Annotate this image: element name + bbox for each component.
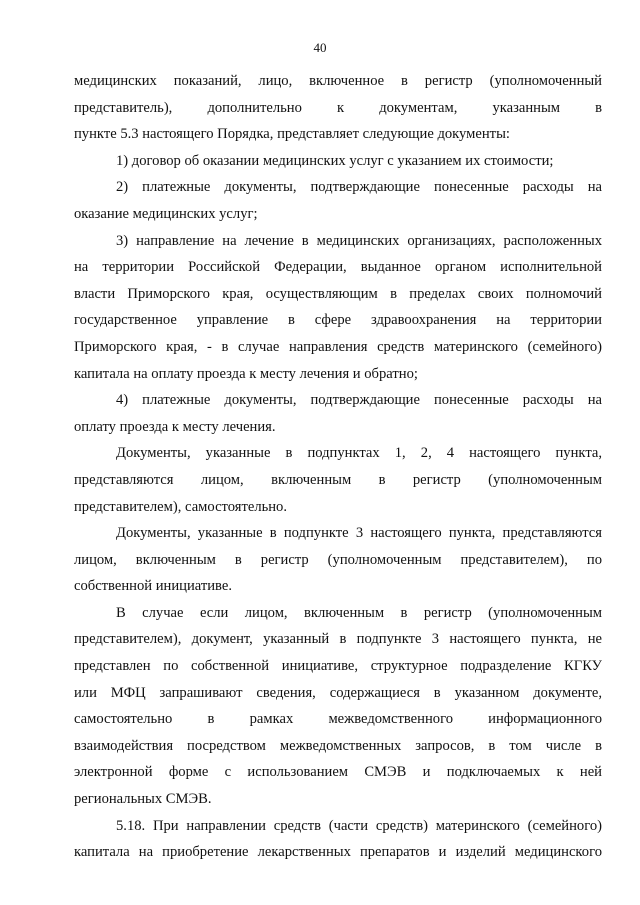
text-line: представлен по собственной инициативе, структурное подразделение КГКУ <box>74 658 602 675</box>
document-body <box>74 68 602 866</box>
text-line: медицинских показаний, лицо, включенное в регистр (уполномоченный <box>74 73 602 89</box>
text-line: Приморского края, - в случае направления средств материнского (семейного) <box>74 338 602 355</box>
text-line: лицом, включенным в регистр (уполномоченным представителем), по <box>74 551 602 568</box>
text-line: 4) платежные документы, подтверждающие понесенные расходы на <box>116 392 602 409</box>
text-line: государственное управление в сфере здравоохранения на территории <box>74 312 602 329</box>
text-line: В случае если лицом, включенным в регистр (уполномоченным <box>116 604 602 621</box>
text-line: представителем), документ, указанный в подпункте 3 настоящего пункта, не <box>74 631 602 648</box>
text-line: капитала на оплату проезда к месту лечения и обратно; <box>74 365 418 382</box>
text-line: оплату проезда к месту лечения. <box>74 418 276 435</box>
text-line: представителем), самостоятельно. <box>74 498 288 515</box>
text-line: 2) платежные документы, подтверждающие понесенные расходы на <box>116 179 602 196</box>
text-line: взаимодействия посредством межведомственных запросов, в том числе в <box>74 737 602 754</box>
text-line: 3) направление на лечение в медицинских организациях, расположенных <box>116 232 602 249</box>
text-line: Документы, указанные в подпунктах 1, 2, 4 настоящего пункта, <box>116 445 602 462</box>
text-line: на территории Российской Федерации, выданное органом исполнительной <box>74 259 602 276</box>
text-line: или МФЦ запрашивают сведения, содержащиеся в указанном документе, <box>74 684 602 701</box>
text-line: самостоятельно в рамках межведомственного информационного <box>74 711 602 728</box>
text-line: власти Приморского края, осуществляющим в пределах своих полномочий <box>74 285 602 302</box>
text-line: 5.18. При направлении средств (части средств) материнского (семейного) <box>116 817 602 834</box>
text-line: 1) договор об оказании медицинских услуг с указанием их стоимости; <box>116 152 554 169</box>
text-line: Документы, указанные в подпункте 3 настоящего пункта, представляются <box>116 525 602 542</box>
page-number: 40 <box>313 40 327 55</box>
text-line: региональных СМЭВ. <box>74 791 212 808</box>
text-line: представляются лицом, включенным в регистр (уполномоченным <box>74 471 602 488</box>
text-line: капитала на приобретение лекарственных препаратов и изделий медицинского <box>74 844 602 861</box>
text-line: оказание медицинских услуг; <box>74 205 258 222</box>
text-line: пункте 5.3 настоящего Порядка, представляет следующие документы: <box>74 126 510 143</box>
text-line: представитель), дополнительно к документам, указанным в <box>74 99 602 116</box>
text-line: электронной форме с использованием СМЭВ и подключаемых к ней <box>74 764 602 781</box>
text-line: собственной инициативе. <box>74 578 232 595</box>
